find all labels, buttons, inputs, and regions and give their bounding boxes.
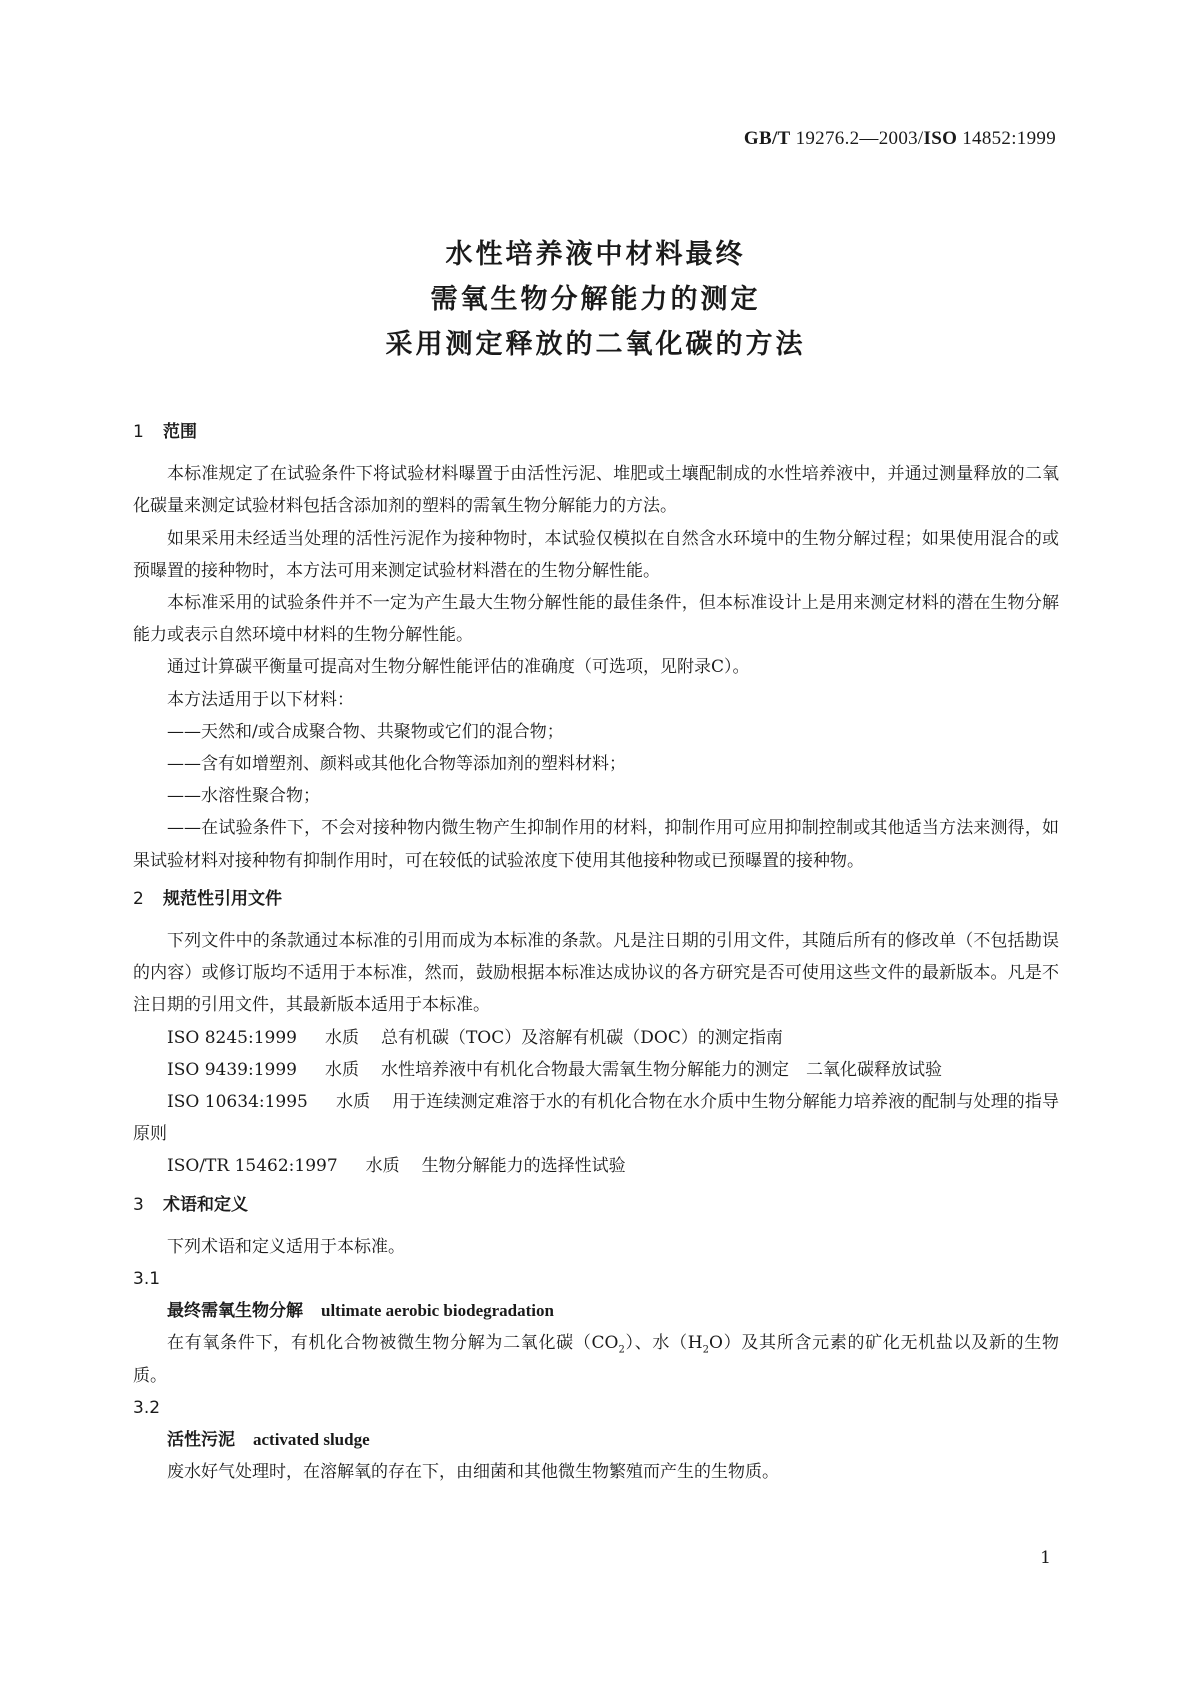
section-1-title: 范围: [163, 422, 197, 442]
section-1-paragraph-2: 如果采用未经适当处理的活性污泥作为接种物时，本试验仅模拟在自然含水环境中的生物分解过程；如果使用混合的或预曝置的接种物时，本方法可用来测定试验材料潜在的生物分解性能。: [133, 528, 1059, 581]
section-3-paragraph-1: 下列术语和定义适用于本标准。: [167, 1236, 405, 1257]
material-list-item: ——含有如增塑剂、颜料或其他化合物等添加剂的塑料材料；: [167, 754, 626, 775]
subscript: 2: [702, 1344, 709, 1356]
term-entry-3-1: [133, 1295, 1059, 1327]
document-body: [133, 416, 1059, 1489]
section-2-number: 2: [133, 888, 144, 909]
definition-part: ）、水（H: [624, 1333, 703, 1354]
reference-item: [133, 1054, 1059, 1086]
term-english: ultimate aerobic biodegradation: [321, 1301, 554, 1321]
reference-field: 水质: [335, 1092, 371, 1113]
reference-title: 生物分解能力的选择性试验: [421, 1156, 626, 1177]
section-1-paragraph-4: 通过计算碳平衡量可提高对生物分解性能评估的准确度（可选项，见附录C）。: [167, 657, 750, 678]
standard-code-gb: GB/T: [743, 128, 791, 149]
reference-field: 水质: [365, 1156, 400, 1177]
section-3-number: 3: [133, 1194, 144, 1215]
section-1-number: 1: [133, 422, 144, 442]
reference-item: [133, 1086, 1059, 1150]
reference-code: ISO 9439:1999: [167, 1059, 297, 1080]
section-1-paragraph-5: 本方法适用于以下材料：: [167, 689, 354, 710]
term-english: activated sludge: [253, 1430, 370, 1450]
section-3-title: 术语和定义: [163, 1194, 248, 1215]
title-line-1: 水性培养液中材料最终: [445, 239, 746, 270]
section-2-paragraph-1: 下列文件中的条款通过本标准的引用而成为本标准的条款。凡是注日期的引用文件，其随后所有的修改单（不包括勘误的内容）或修订版均不适用于本标准，然而，鼓励根据本标准达成协议的各方研究是否可使用这些文件的最新版本。凡是不注日期的引用文件，其最新版本适用于本标准。: [133, 931, 1059, 1016]
section-2-title: 规范性引用文件: [163, 888, 282, 909]
standard-code: [744, 128, 1056, 150]
standard-code-gb-num: 19276.2—2003/: [795, 128, 924, 149]
document-title: [0, 232, 1191, 367]
term-entry-3-2: [133, 1424, 1059, 1456]
reference-title: 水性培养液中有机化合物最大需氧生物分解能力的测定 二氧化碳释放试验: [380, 1059, 942, 1080]
term-chinese: 活性污泥: [167, 1430, 235, 1451]
standard-code-iso: ISO: [923, 128, 958, 149]
page-number: 1: [1040, 1548, 1051, 1568]
section-1-heading: [133, 416, 1059, 448]
subscript: 2: [618, 1344, 625, 1356]
reference-code: ISO 8245:1999: [167, 1027, 297, 1048]
section-3-heading: [133, 1189, 1059, 1221]
reference-code: ISO 10634:1995: [167, 1092, 308, 1113]
definition-part: O）及其所含元素的矿化无机盐以及新的生物质。: [133, 1333, 1060, 1386]
term-definition-3-2: 废水好气处理时，在溶解氧的存在下，由细菌和其他微生物繁殖而产生的生物质。: [167, 1462, 779, 1483]
title-line-2: 需氧生物分解能力的测定: [430, 284, 761, 315]
reference-field: 水质: [324, 1027, 359, 1048]
reference-item: [133, 1022, 1059, 1054]
section-1-paragraph-1: 本标准规定了在试验条件下将试验材料曝置于由活性污泥、堆肥或土壤配制成的水性培养液中，并通过测量释放的二氧化碳量来测定试验材料包括含添加剂的塑料的需氧生物分解能力的方法。: [133, 464, 1059, 517]
definition-part: 在有氧条件下，有机化合物被微生物分解为二氧化碳（CO: [167, 1333, 619, 1354]
reference-code: ISO/TR 15462:1997: [167, 1156, 338, 1177]
term-definition-3-1: [133, 1327, 1059, 1391]
reference-title: 用于连续测定难溶于水的有机化合物在水介质中生物分解能力培养液的配制与处理的指导原则: [133, 1092, 1059, 1145]
reference-field: 水质: [324, 1059, 359, 1080]
title-line-3: 采用测定释放的二氧化碳的方法: [385, 329, 806, 360]
term-chinese: 最终需氧生物分解: [167, 1301, 303, 1322]
material-list-item: ——水溶性聚合物；: [167, 786, 320, 807]
clause-number-3-1: 3.1: [133, 1269, 161, 1290]
material-list-item: ——天然和/或合成聚合物、共聚物或它们的混合物；: [167, 721, 564, 742]
material-list-item: ——在试验条件下，不会对接种物内微生物产生抑制作用的材料，抑制作用可应用抑制控制或其他适当方法来测得，如果试验材料对接种物有抑制作用时，可在较低的试验浓度下使用其他接种物或已预曝置的接种物。: [133, 818, 1059, 871]
section-2-heading: [133, 883, 1059, 915]
standard-code-iso-num: 14852:1999: [962, 128, 1056, 149]
reference-title: 总有机碳（TOC）及溶解有机碳（DOC）的测定指南: [380, 1027, 783, 1048]
reference-item: [133, 1150, 1059, 1182]
clause-number-3-2: 3.2: [133, 1397, 161, 1418]
section-1-paragraph-3: 本标准采用的试验条件并不一定为产生最大生物分解性能的最佳条件，但本标准设计上是用来测定材料的潜在生物分解能力或表示自然环境中材料的生物分解性能。: [133, 593, 1059, 646]
